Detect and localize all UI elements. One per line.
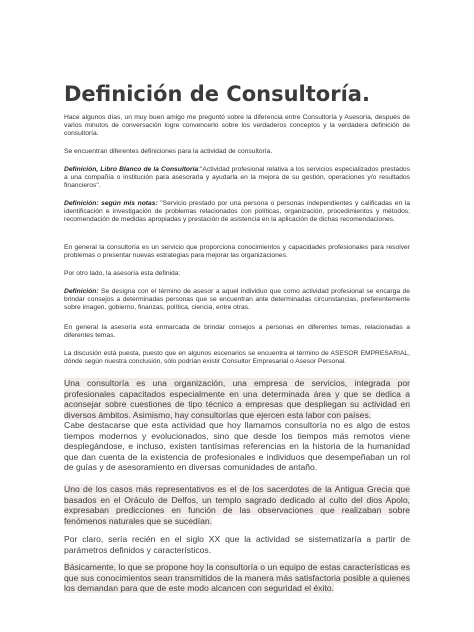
paragraph-definition-libro-blanco [64, 166, 410, 190]
paragraph-definition-asesor [64, 288, 410, 312]
paragraph-consulting-general: En general la consultoría es un servicio que proporciona conocimientos y capacidades profesionales para resolver problemas o presentar nuevas estrategias para mejorar las organizaciones. [64, 244, 410, 260]
paragraph-historia: Cabe destacarse que esta actividad que hoy llamamos consultoría no es algo de estos tiempos modernos y evolucionados, sino que desde los tiempos más remotos viene desplegándose, e incluso, existen tantísimas referencias en la historia de la humanidad que dan cuenta de la existencia de profesionales e individuos que desempeñaban un rol de guías y de asesoramiento en diversas comunidades de antaño. [64, 420, 410, 473]
paragraph-siglo-xx: Por claro, sería recién en el siglo XX que la actividad se sistematizaría a partir de parámetros definidos y característicos. [64, 534, 410, 555]
paragraph-asesoria-intro: Por otro lado, la asesoría esta definida: [64, 270, 181, 277]
paragraph-definition-notas [64, 200, 410, 224]
paragraph-intro: Hace algunos días, un muy buen amigo me preguntó sobre la diferencia entre Consultoría y Asesoría, después de varios minutos de conversación logre convencerlo sobre los verdaderos conceptos y la verdadera definición de consultoría. [64, 114, 410, 138]
page-title: Definición de Consultoría. [64, 82, 370, 106]
definition-label: Definición: según mis notas: [64, 200, 158, 207]
definition-label: Definición, Libro Blanco de la Consultoría [64, 166, 199, 173]
paragraph-definitions-intro: Se encuentran diferentes definiciones para la actividad de consultoría. [64, 148, 273, 155]
paragraph-basicamente: Básicamente, lo que se propone hoy la consultoría o un equipo de estas características es que sus conocimientos sean transmitidos de la manera más satisfactoria posible a quienes los demandan para que de este modo alcancen con seguridad el éxito. [64, 562, 410, 594]
definition-label: Definición: [64, 288, 99, 295]
definition-text: "Servicio prestado por una persona o personas independientes y calificadas en la identificación e investigación de problemas relacionados con políticas, organización, procedimientos y métodos; recomendación de medidas apropiadas y prestación de asistencia en la aplicación de dichas recomendaciones. [64, 200, 410, 224]
paragraph-grecia: Uno de los casos más representativos es el de los sacerdotes de la Antigua Grecia que basados en el Oráculo de Delfos, un templo sagrado dedicado al culto del dios Apolo, expresaban predicciones en función de las observaciones que realizaban sobre fenómenos naturales que se sucedían. [64, 484, 410, 526]
paragraph-consultoria-organizacion: Una consultoría es una organización, una empresa de servicios, integrada por profesionales capacitados especialmente en una determinada área y que se dedica a aconsejar sobre cuestiones de tipo técnico a empresas que despliegan su actividad en diversos ámbitos. Asimismo, hay consultorías que ejercen esta labor con países. [64, 378, 410, 420]
paragraph-discussion: La discusión está puesta, puesto que en algunos escenarios se encuentra el término de ASESOR EMPRESARIAL, dónde según nuestra conclusión, sólo podrían existir Consultor Empresarial o Asesor Personal. [64, 350, 410, 366]
definition-text: :"Actividad profesional relativa a los servicios especializados prestados a una compañía o institución para asesorarla y ayudarla en la mejora de su gestión, operaciones y/o resultados financieros". [64, 166, 410, 190]
paragraph-asesoria-general: En general la asesoría está enmarcada de brindar consejos a personas en diferentes temas, relacionadas a diferentes temas. [64, 324, 410, 340]
definition-text: Se designa con el término de asesor a aquel individuo que como actividad profesional se encarga de brindar consejos a determinadas personas que se encuentran ante determinadas circunstancias, preferentemente sobre imagen, gobierno, finanzas, política, ciencia, entre otras. [64, 288, 410, 312]
